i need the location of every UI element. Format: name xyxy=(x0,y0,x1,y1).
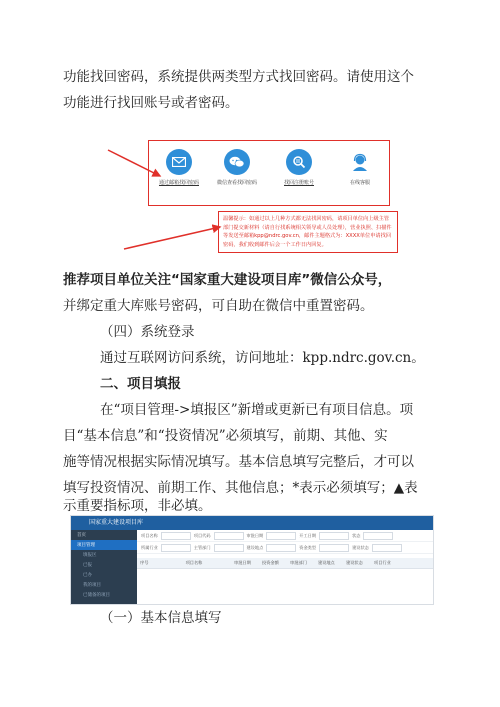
column-header: 投资金额 xyxy=(262,560,279,565)
option-label: 在线客服 xyxy=(349,180,370,186)
app-main xyxy=(137,530,433,604)
filter-label: 审批日期 xyxy=(246,532,264,538)
sidebar-item-reserved[interactable]: 已储备的项目 xyxy=(83,593,110,598)
column-header: 审批部门 xyxy=(290,560,307,565)
recovery-note: 温馨提示：如通过以上几种方式都无法找回密码，请项目单位向上级主管部门提交新材料（请自行找系统相关领导或人员处理），营业执照、扫描件等发送至邮箱kpp@ndrc.gov.cn，邮件主题格式为：XXXX单位申请找回密码，我们收到邮件后会一个工作日内回复。 xyxy=(218,211,398,253)
filter-label: 主管部门 xyxy=(193,544,211,550)
recommend-heading: 推荐项目单位关注“国家重大建设项目库”微信公众号， xyxy=(63,272,392,288)
filter-input[interactable] xyxy=(319,544,349,552)
filter-input[interactable] xyxy=(214,544,244,552)
filter-label: 所属行业 xyxy=(141,544,158,550)
search-user-icon xyxy=(286,149,312,175)
section-heading: 二、项目填报 xyxy=(100,376,181,392)
paragraph-line: 施等情况根据实际情况填写。基本信息填写完整后，才可以 xyxy=(63,454,414,470)
column-header: 项目行业 xyxy=(374,560,391,565)
paragraph-line: 示重要指标项，非必填。 xyxy=(63,498,212,514)
paragraph-line: 目“基本信息”和“投资情况”必须填写，前期、其他、实 xyxy=(63,428,388,444)
project-management-screenshot xyxy=(70,515,434,605)
paragraph-line: 在“项目管理->填报区”新增或更新已有项目信息。项 xyxy=(100,402,414,418)
sidebar-item-my-projects[interactable]: 我的项目 xyxy=(83,583,101,588)
filter-input[interactable] xyxy=(363,532,393,540)
filter-row xyxy=(137,530,433,542)
filter-label: 建设地点 xyxy=(246,544,264,550)
filter-input[interactable] xyxy=(372,544,402,552)
app-header xyxy=(71,516,433,530)
column-header: 项目名称 xyxy=(185,560,203,565)
filter-label: 项目名称 xyxy=(141,532,158,538)
section-heading: （四）系统登录 xyxy=(100,324,195,340)
sidebar-item-submitted[interactable]: 已报 xyxy=(83,563,92,568)
filter-input[interactable] xyxy=(161,532,191,540)
column-header: 建设状态 xyxy=(346,560,363,565)
option-label: 找回注册账号 xyxy=(283,180,314,186)
sidebar-item-done[interactable]: 已办 xyxy=(83,573,92,578)
paragraph-line: 通过互联网访问系统，访问地址：kpp.ndrc.gov.cn。 xyxy=(100,350,425,366)
app-sidebar xyxy=(71,530,137,604)
column-header: 建设地点 xyxy=(318,560,335,565)
option-label: 通过邮箱找回密码 xyxy=(158,180,199,186)
filter-label: 项目代码 xyxy=(193,532,211,538)
filter-input[interactable] xyxy=(319,532,349,540)
filter-label: 开工日期 xyxy=(299,532,317,538)
column-header: 审批日期 xyxy=(234,560,251,565)
sidebar-item-project-management[interactable]: 项目管理 xyxy=(71,540,137,550)
paragraph-line: 并绑定重大库账号密码，可自助在微信中重置密码。 xyxy=(63,298,374,314)
recovery-option-support[interactable] xyxy=(332,149,388,186)
sidebar-item-fill-area[interactable]: 填报区 xyxy=(83,553,97,558)
support-icon xyxy=(347,149,373,175)
filter-input[interactable] xyxy=(266,532,296,540)
filter-input[interactable] xyxy=(214,532,244,540)
filter-input[interactable] xyxy=(266,544,296,552)
sidebar-item-home[interactable]: 首页 xyxy=(77,533,86,538)
paragraph-line: 功能进行找回账号或者密码。 xyxy=(63,95,239,111)
option-label: 微信查看找回密码 xyxy=(216,180,257,186)
annotation-arrows xyxy=(100,140,240,260)
paragraph-line: 填写投资情况、前期工作、其他信息；*表示必须填写；▲表 xyxy=(63,480,418,496)
recovery-option-account[interactable] xyxy=(271,149,327,186)
paragraph-line: 功能找回密码，系统提供两类型方式找回密码。请使用这个 xyxy=(63,69,414,85)
filter-label: 资金类型 xyxy=(299,544,317,550)
column-header: 序号 xyxy=(140,560,149,565)
filter-label: 状态 xyxy=(352,532,361,538)
table-header xyxy=(137,558,433,569)
app-title: 国家重大建设项目库 xyxy=(89,519,144,526)
filter-label: 建设状态 xyxy=(352,544,369,550)
subsection-heading: （一）基本信息填写 xyxy=(100,610,222,626)
filter-input[interactable] xyxy=(161,544,191,552)
filter-row xyxy=(137,542,433,554)
